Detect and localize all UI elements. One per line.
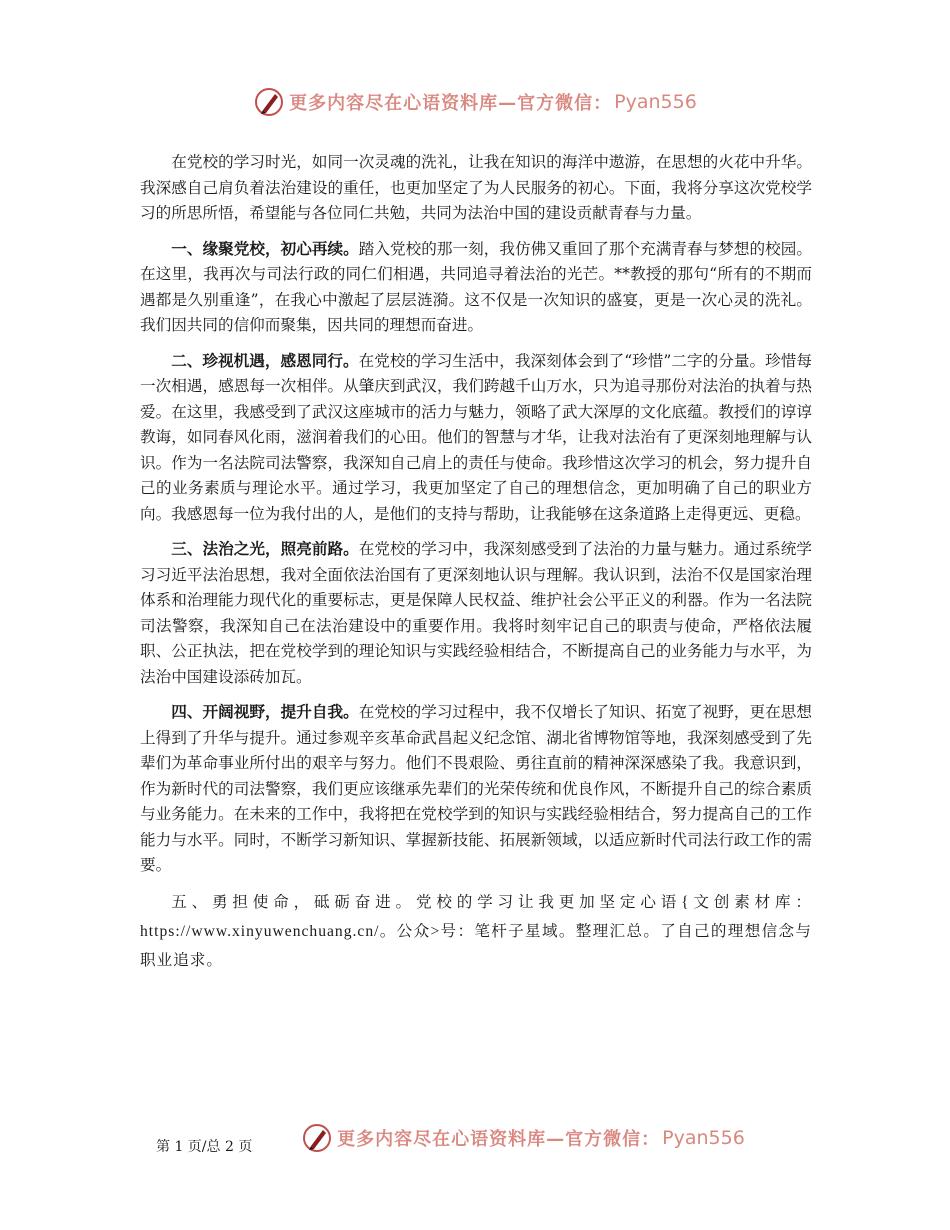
header-banner xyxy=(0,84,950,120)
section-heading: 二、珍视机遇，感恩同行。 xyxy=(171,350,359,370)
page-number: 第 1 页/总 2 页 xyxy=(156,1139,253,1155)
paragraph-section-5 xyxy=(140,888,812,975)
paragraph-section-3 xyxy=(140,536,812,690)
paragraph-body: 在党校的学习过程中，我不仅增长了知识、拓宽了视野，更在思想上得到了升华与提升。通过参观辛亥革命武昌起义纪念馆、湖北省博物馆等地，我深刻感受到了先辈们为革命事业所付出的艰辛与努力。他们不畏艰险、勇往直前的精神深深感染了我。我意识到，作为新时代的司法警察，我们更应该继承先辈们的光荣传统和优良作风，不断提升自己的综合素质与业务能力。在未来的工作中，我将把在党校学到的知识与实践经验相结合，努力提高自己的工作能力与水平。同时，不断学习新知识、掌握新技能、拓展新领域，以适应新时代司法行政工作的需要。 xyxy=(140,703,812,874)
paragraph-intro xyxy=(140,150,812,227)
pen-logo-icon xyxy=(301,1122,333,1154)
section-heading: 四、开阔视野，提升自我。 xyxy=(171,702,359,721)
paragraph-section-4 xyxy=(140,699,812,879)
paragraph-section-1 xyxy=(140,236,812,339)
paragraph-body: 在党校的学习中，我深刻感受到了法治的力量与魅力。通过系统学习习近平法治思想，我对全面依法治国有了更深刻地认识与理解。我认识到，法治不仅是国家治理体系和治理能力现代化的重要标志，更是保障人民权益、维护社会公平正义的利器。作为一名法院司法警察，我深知自己在法治建设中的重要作用。我将时刻牢记自己的职责与使命，严格依法履职、公正执法，把在党校学到的理论知识与实践经验相结合，不断提高自己的业务能力与水平，为法治中国建设添砖加瓦。 xyxy=(140,540,812,686)
paragraph-section-2 xyxy=(140,348,812,528)
banner-text: 更多内容尽在心语资料库—官方微信： xyxy=(337,1129,661,1150)
pen-logo-icon xyxy=(253,86,285,118)
banner-text: 更多内容尽在心语资料库—官方微信： xyxy=(289,93,613,114)
section-heading: 一、缘聚党校，初心再续。 xyxy=(171,238,359,258)
paragraph-body: 五、勇担使命，砥砺奋进。党校的学习让我更加坚定心语{文创素材库：https://www.xinyuwenchuang.cn/。公众>号：笔杆子星域。整理汇总。了自己的理想信念与职业追求。 xyxy=(140,893,812,969)
section-heading: 三、法治之光，照亮前路。 xyxy=(171,539,359,558)
banner-wechat-id: Pyan556 xyxy=(614,91,697,113)
paragraph-body: 在党校的学习生活中，我深刻体会到了“珍惜”二字的分量。珍惜每一次相遇，感恩每一次相伴。从肇庆到武汉，我们跨越千山万水，只为追寻那份对法治的执着与热爱。在这里，我感受到了武汉这座城市的活力与魅力，领略了武大深厚的文化底蕴。教授们的谆谆教诲，如同春风化雨，滋润着我们的心田。他们的智慧与才华，让我对法治有了更深刻地理解与认识。作为一名法院司法警察，我深知自己肩上的责任与使命。我珍惜这次学习的机会，努力提升自己的业务素质与理论水平。通过学习，我更加坚定了自己的理想信念，更加明确了自己的职业方向。我感恩每一位为我付出的人，是他们的支持与帮助，让我能够在这条道路上走得更远、更稳。 xyxy=(140,351,812,523)
banner-wechat-id: Pyan556 xyxy=(662,1127,745,1149)
paragraph-body: 踏入党校的那一刻，我仿佛又重回了那个充满青春与梦想的校园。在这里，我再次与司法行政的同仁们相遇，共同追寻着法治的光芒。**教授的那句“所有的不期而遇都是久别重逢”，在我心中激起了层层涟漪。这不仅是一次知识的盛宴，更是一次心灵的洗礼。我们因共同的信仰而聚集，因共同的理想而奋进。 xyxy=(140,239,812,334)
document-body xyxy=(140,150,812,984)
paragraph-body: 在党校的学习时光，如同一次灵魂的洗礼，让我在知识的海洋中遨游，在思想的火花中升华。我深感自己肩负着法治建设的重任，也更加坚定了为人民服务的初心。下面，我将分享这次党校学习的所思所悟，希望能与各位同仁共勉，共同为法治中国的建设贡献青春与力量。 xyxy=(140,153,812,222)
